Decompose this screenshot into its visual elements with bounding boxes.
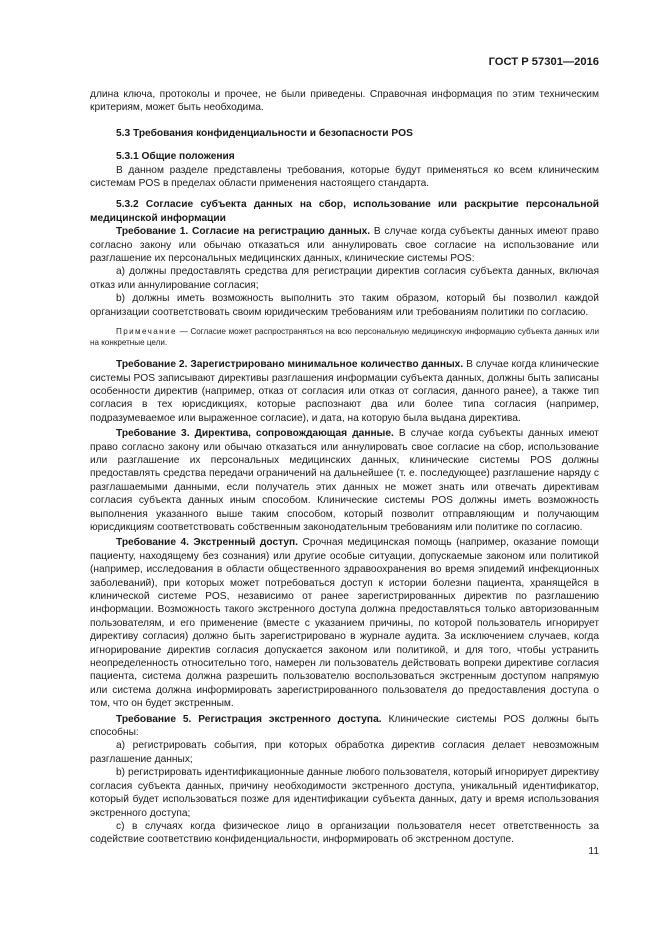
document-page <box>90 56 599 847</box>
section-title: 5.3 Требования конфиденциальности и безопасности POS <box>116 127 413 139</box>
requirement-4-text: Срочная медицинская помощь (например, оказание помощи пациенту, находящему без сознания) или другие особые ситуации, допускаемые законом или политикой (например, исследования в области общественного здравоохранения во время эпидемий инфекционных заболеваний), при которых может потребоваться доступ к истории болезни пациента, хранящейся в клинической системе POS, независимо от ранее зарегистрированных директив по разглашению информации. Возможность такого экстренного доступа должна предоставляться только авторизованным пользователям, и его применение (вместе с указанием причины, по которой пользователь игнорирует директиву согласия) должно быть зарегистрировано в журнале аудита. За исключением случаев, когда игнорирование директив согласия допускается законом или политикой, и для того, чтобы устранить неопределенность относительно того, намерен ли пользователь действовать вопреки директиве согласия пациента, система должна разрешить пользователю воспользоваться экстренным доступом напрямую или система должна информировать зарегистрированного пользователя до предоставления доступа о том, что он будет экстренным. <box>90 537 599 710</box>
note-label: Примечание <box>116 327 177 337</box>
standard-code-header: ГОСТ Р 57301—2016 <box>488 56 599 68</box>
subsection-5-3-2-title: 5.3.2 Согласие субъекта данных на сбор, использование или раскрытие персональной медицинской информации <box>90 199 599 224</box>
requirement-5-item-a: а) регистрировать события, при которых обработка директив согласия делает невозможным разглашение данных; <box>90 740 599 765</box>
requirement-1-item-b: b) должны иметь возможность выполнить это таким образом, который бы позволил каждой организации соответствовать своим юридическим требованиям или требованиям политики по согласию. <box>90 293 599 318</box>
requirement-2-label: Требование 2. Зарегистрировано минимальное количество данных. <box>116 359 464 371</box>
note-text: — Согласие может распространяться на всю персональную медицинскую информацию субъекта данных или на конкретные цели. <box>90 327 599 348</box>
requirement-1-label: Требование 1. Согласие на регистрацию данных. <box>116 226 371 238</box>
requirement-1-item-a: а) должны предоставлять средства для регистрации директив согласия субъекта данных, включая отказ или аннулирование согласия; <box>90 266 599 291</box>
subsection-5-3-1-text: В данном разделе представлены требования, которые будут применяться ко всем клиническим системам POS в пределах области применения настоящего стандарта. <box>90 164 599 190</box>
page-number: 11 <box>588 846 599 857</box>
requirement-2 <box>90 358 599 425</box>
intro-paragraph: длина ключа, протоколы и прочее, не были приведены. Справочная информация по этим техническим критериям, может быть необходима. <box>90 89 599 114</box>
requirement-3 <box>90 427 599 534</box>
requirement-1 <box>90 225 599 265</box>
requirement-5-item-b: b) регистрировать идентификационные данные любого пользователя, который игнорирует директиву согласия субъекта данных, причину необходимости экстренного доступа, уникальный идентификатор, который будет использоваться позже для идентификации субъекта данных, дату и время использования экстренного доступа; <box>90 767 599 819</box>
requirement-5-item-c: с) в случаях когда физическое лицо в организации пользователя несет ответственность за содействие соответствию конфиденциальности, информировать об экстренном доступе. <box>90 820 599 846</box>
requirement-1-text: В случае когда субъекты данных имеют право согласно закону или обычаю отказаться или аннулировать свое согласие на использование или разглашение их персональных медицинских данных, клинические системы POS: <box>90 226 599 265</box>
requirement-5-text: Клинические системы POS должны быть способны: <box>90 713 599 739</box>
subsection-5-3-1-title: 5.3.1 Общие положения <box>116 151 235 163</box>
requirement-2-text: В случае когда клинические системы POS записывают директивы разглашения информации субъекта данных, должны быть записаны особенности директив (например, отказ от согласия или отказ от согласия, данного ранее), а также тип согласия в тех юрисдикциях, которые распознают два или более типа согласия (например, подразумеваемое или выраженное согласие), и дата, на которую была выдана директива. <box>90 359 599 424</box>
requirement-4-label: Требование 4. Экстренный доступ. <box>116 537 299 549</box>
requirement-5-label: Требование 5. Регистрация экстренного доступа. <box>116 713 382 725</box>
note <box>90 326 599 348</box>
requirement-3-label: Требование 3. Директива, сопровождающая данные. <box>116 428 394 440</box>
requirement-5 <box>90 713 599 740</box>
requirement-3-text: В случае когда субъекты данных имеют право согласно закону или обычаю отказаться или аннулировать свое согласие на сбор, использование или разглашение их персональных медицинских данных, клинические системы POS должны предоставлять средства передачи ограничений на дальнейшее (т. е. последующее) разглашение наряду с разглашаемыми данными, если получатель этих данных не может знать или отвечать директивам согласия субъекта данных иным способом. Клинические системы POS должны иметь возможность выполнения указанного выше таким способом, который позволит отправляющим и получающим юрисдикциям соответствовать собственным законодательным требованиям или политике по согласию. <box>90 428 599 533</box>
requirement-4 <box>90 536 599 710</box>
